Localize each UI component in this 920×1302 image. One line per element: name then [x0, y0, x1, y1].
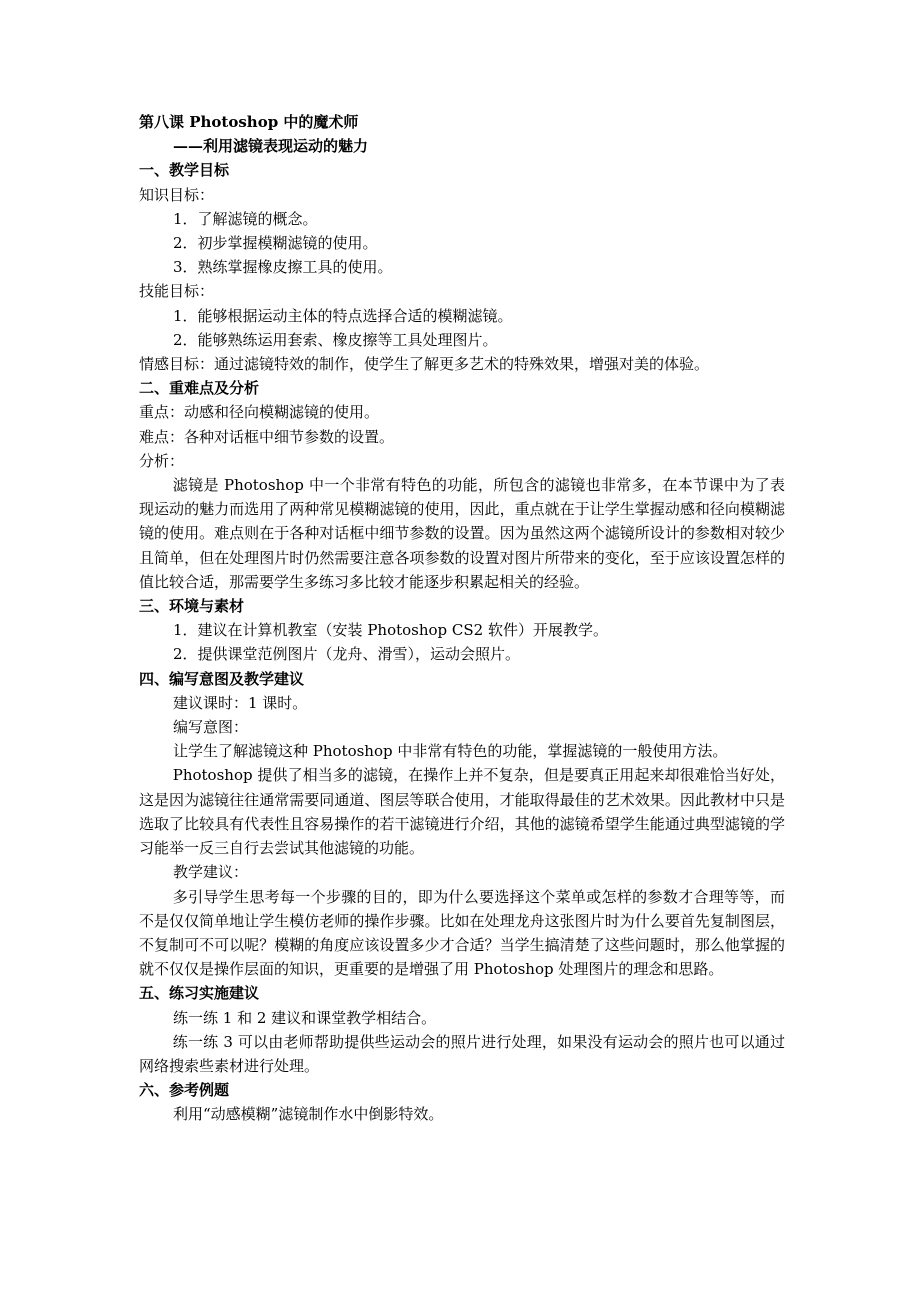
skill-goals-label: 技能目标： — [139, 282, 215, 301]
key-point: 重点：动感和径向模糊滤镜的使用。 — [139, 403, 380, 422]
advice-label: 教学建议： — [173, 863, 249, 882]
knowledge-goal-item: 1．了解滤镜的概念。 — [173, 209, 318, 228]
intent-label: 编写意图： — [173, 718, 249, 737]
knowledge-goal-item: 2．初步掌握模糊滤镜的使用。 — [173, 234, 378, 253]
knowledge-goal-item: 3．熟练掌握橡皮擦工具的使用。 — [173, 258, 393, 277]
intent-paragraph-2: Photoshop 提供了相当多的滤镜，在操作上并不复杂，但是要真正用起来却很难恰当好处，这是因为滤镜往往通常需要同通道、图层等联合使用，才能取得最佳的艺术效果。因此教材中只是选取了比较具有代表性且容易操作的若干滤镜进行介绍，其他的滤镜希望学生能通过典型滤镜的学习能举一反三自行去尝试其他滤镜的功能。 — [139, 766, 785, 858]
emotion-goal: 情感目标：通过滤镜特效的制作，使学生了解更多艺术的特殊效果，增强对美的体验。 — [139, 355, 710, 374]
section-heading-environment: 三、环境与素材 — [139, 597, 245, 616]
practice-paragraph-2: 练一练 3 可以由老师帮助提供些运动会的照片进行处理，如果没有运动会的照片也可以通过网络搜索些素材进行处理。 — [139, 1032, 785, 1075]
analysis-paragraph: 滤镜是 Photoshop 中一个非常有特色的功能，所包含的滤镜也非常多，在本节课中为了表现运动的魅力而选用了两种常见模糊滤镜的使用，因此，重点就在于让学生掌握动感和径向模糊滤镜的使用。难点则在于各种对话框中细节参数的设置。因为虽然这两个滤镜所设计的参数相对较少且简单，但在处理图片时仍然需要注意各项参数的设置对图片所带来的变化，至于应该设置怎样的值比较合适，那需要学生多练习多比较才能逐步积累起相关的经验。 — [139, 476, 785, 591]
skill-goal-item: 1．能够根据运动主体的特点选择合适的模糊滤镜。 — [173, 306, 513, 325]
lesson-title: 第八课 Photoshop 中的魔术师 — [139, 113, 359, 131]
difficult-point: 难点：各种对话框中细节参数的设置。 — [139, 427, 395, 446]
knowledge-goals-label: 知识目标： — [139, 185, 215, 204]
advice-paragraph: 多引导学生思考每一个步骤的目的，即为什么要选择这个菜单或怎样的参数才合理等等，而不是仅仅简单地让学生模仿老师的操作步骤。比如在处理龙舟这张图片时为什么要首先复制图层，不复制可不可以呢？模糊的角度应该设置多少才合适？当学生搞清楚了这些问题时，那么他掌握的就不仅仅是操作层面的知识，更重要的是增强了用 Photoshop 处理图片的理念和思路。 — [139, 887, 785, 979]
section-heading-key-points: 二、重难点及分析 — [139, 379, 260, 398]
section-heading-practice: 五、练习实施建议 — [139, 984, 260, 1003]
section-heading-intent: 四、编写意图及教学建议 — [139, 669, 305, 688]
analysis-label: 分析： — [139, 451, 185, 470]
suggested-hours: 建议课时：1 课时。 — [173, 693, 308, 712]
environment-item: 1．建议在计算机教室（安装 Photoshop CS2 软件）开展教学。 — [173, 621, 608, 640]
section-heading-objectives: 一、教学目标 — [139, 161, 230, 180]
example-paragraph: 利用“动感模糊”滤镜制作水中倒影特效。 — [173, 1105, 444, 1124]
intent-paragraph: 让学生了解滤镜这种 Photoshop 中非常有特色的功能，掌握滤镜的一般使用方法。 — [173, 742, 728, 761]
lesson-subtitle: ——利用滤镜表现运动的魅力 — [173, 137, 369, 156]
environment-item: 2．提供课堂范例图片（龙舟、滑雪），运动会照片。 — [173, 645, 521, 664]
skill-goal-item: 2．能够熟练运用套索、橡皮擦等工具处理图片。 — [173, 330, 498, 349]
section-heading-example: 六、参考例题 — [139, 1081, 230, 1100]
practice-paragraph: 练一练 1 和 2 建议和课堂教学相结合。 — [173, 1008, 437, 1027]
